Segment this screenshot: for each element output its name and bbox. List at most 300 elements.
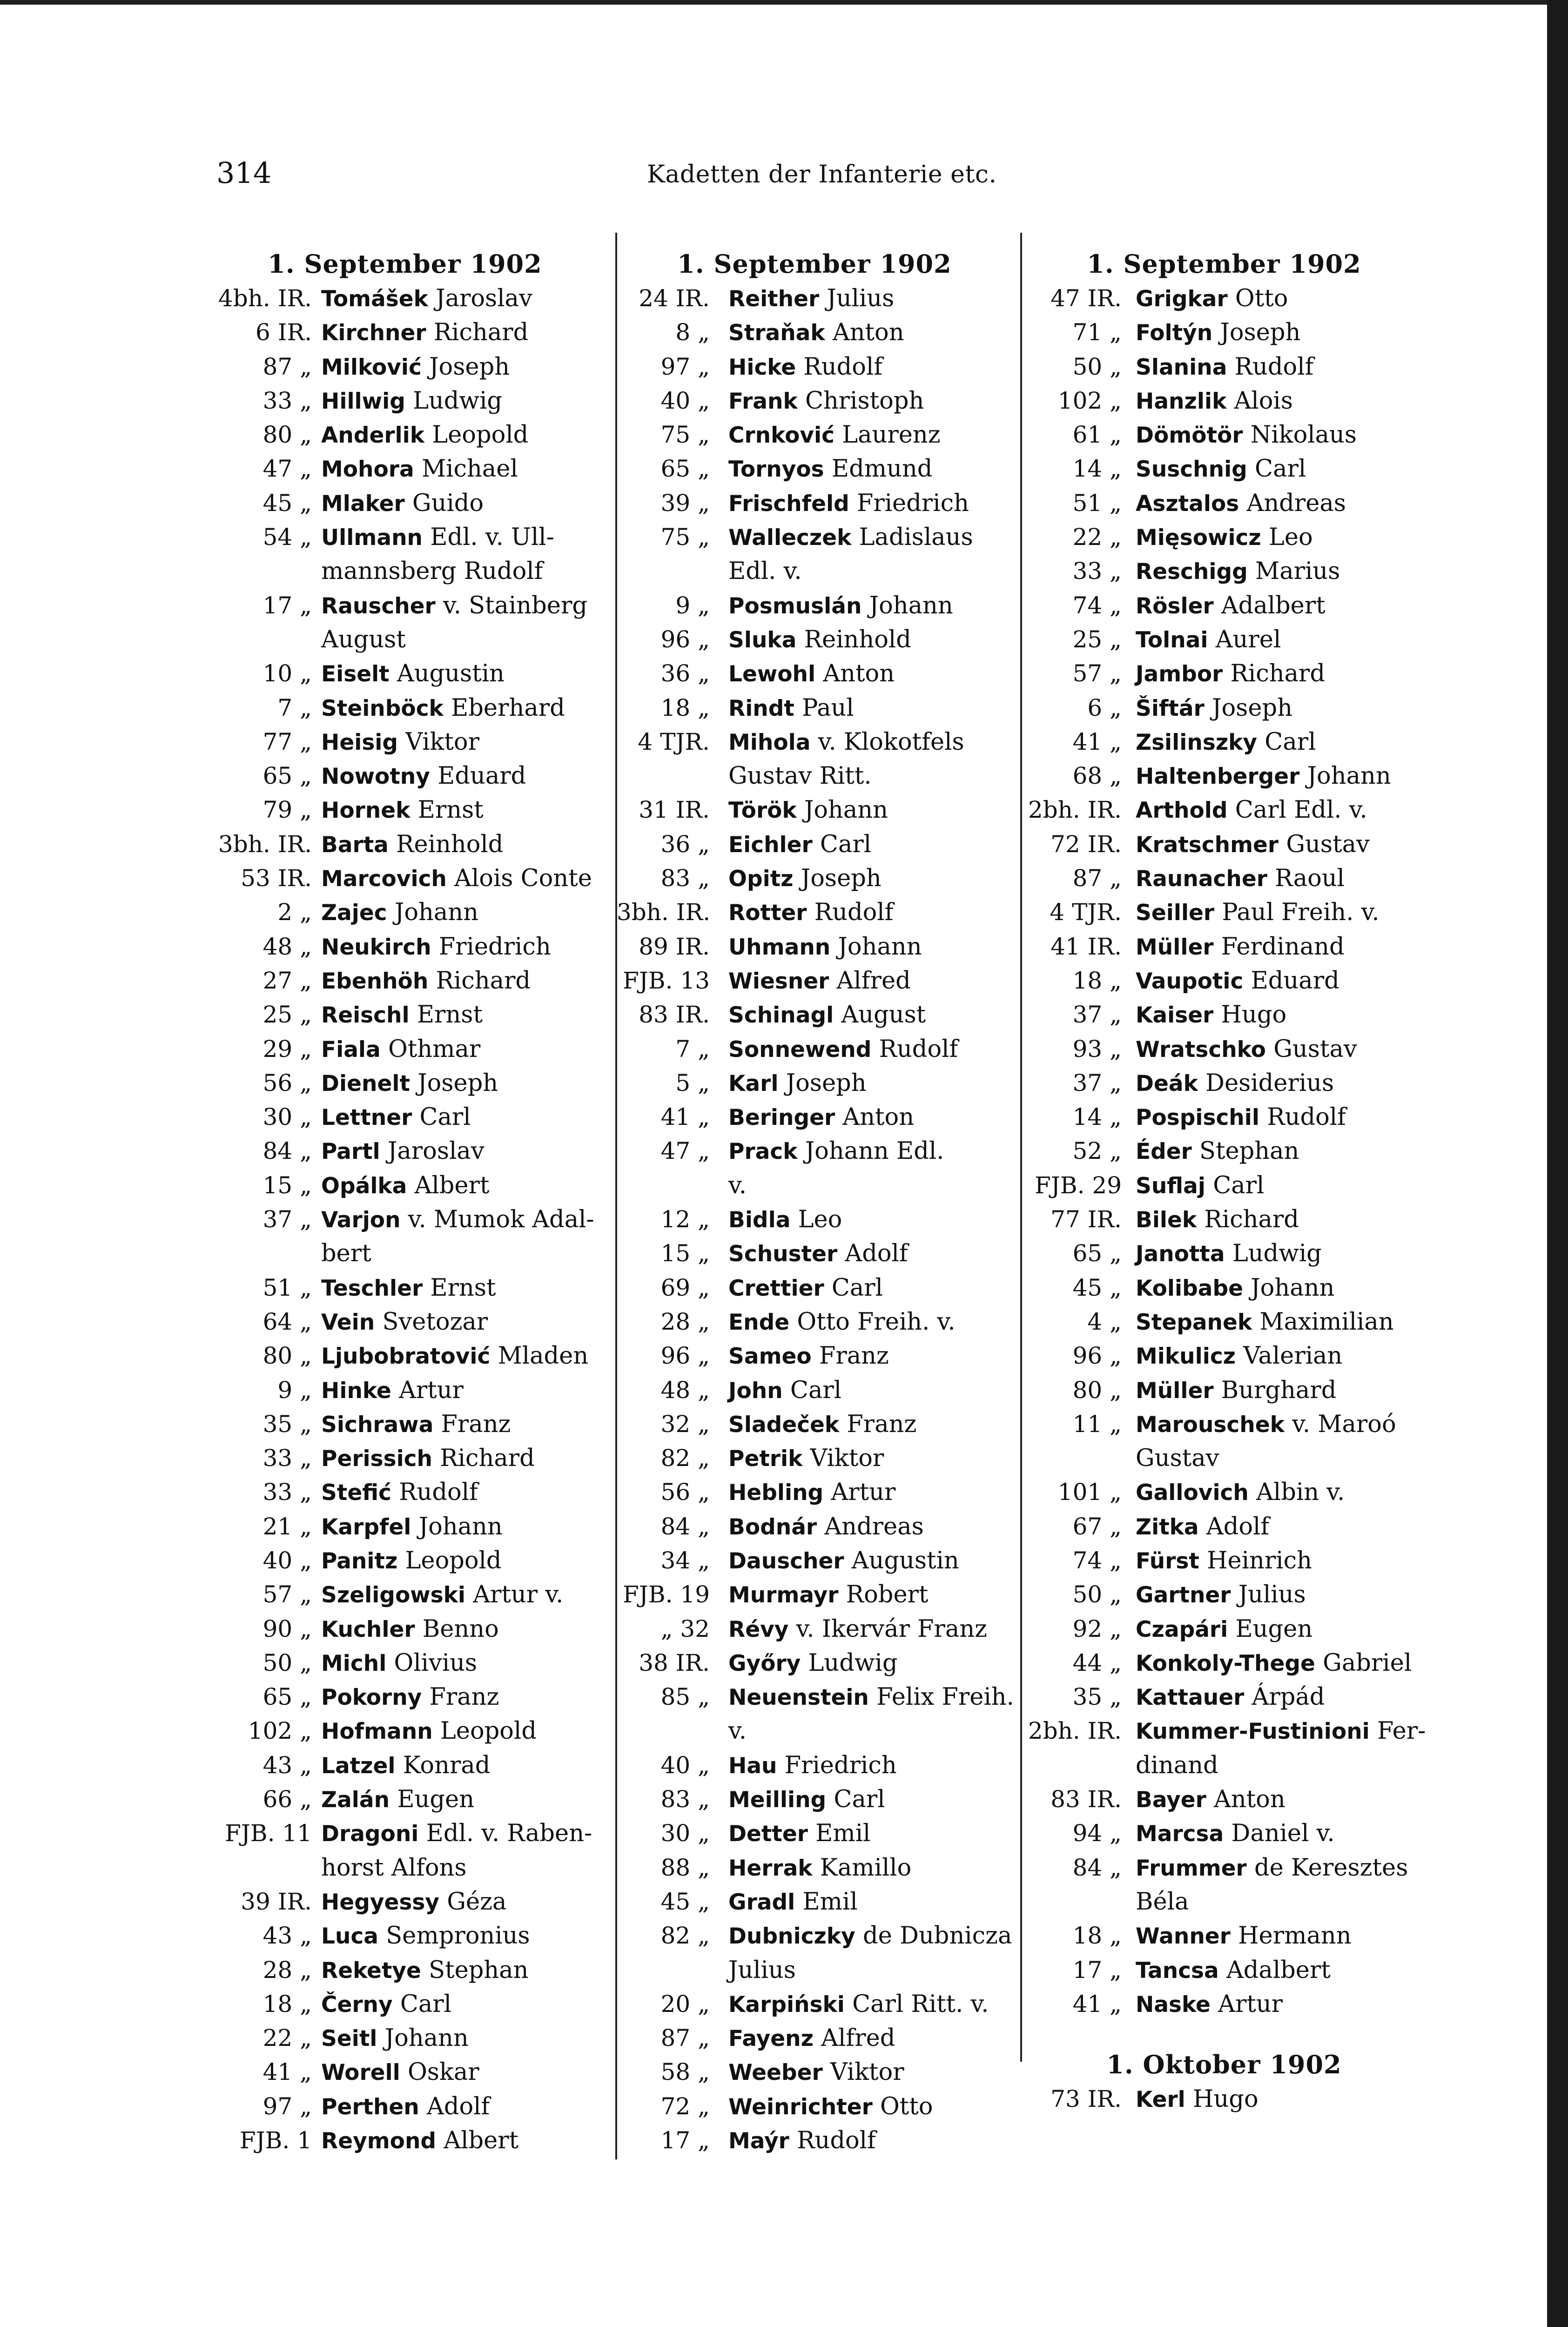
entry-name <box>321 418 528 452</box>
entry-name <box>321 1578 563 1612</box>
scan-edge-top <box>0 0 1568 5</box>
entry-name <box>1136 725 1316 760</box>
entry-name <box>728 827 871 862</box>
entry-unit: 41 IR. <box>1050 933 1122 960</box>
entry-given-name: Friedrich <box>784 1751 897 1779</box>
entry-name <box>728 1919 1012 1953</box>
entry-name <box>1136 1271 1334 1305</box>
entry-name <box>1136 1373 1336 1408</box>
list-item <box>1024 1578 1424 1612</box>
entry-surname: Naske <box>1136 1991 1211 2018</box>
list-item <box>1024 1646 1424 1680</box>
entry-surname: Mikulicz <box>1136 1344 1236 1370</box>
entry-name <box>728 1134 944 1169</box>
entry-surname: Hinke <box>321 1378 391 1404</box>
entry-unit: 101 „ <box>1057 1479 1122 1506</box>
entry-name <box>728 418 941 452</box>
entry-surname: Jambor <box>1136 661 1223 687</box>
entry-name <box>321 282 532 316</box>
entry-name <box>321 2021 469 2056</box>
entry-given-name: Franz <box>847 1410 917 1438</box>
entry-surname: Zsilinszky <box>1136 729 1258 755</box>
entry-name <box>728 1612 987 1647</box>
entry-name <box>1136 384 1293 418</box>
list-item <box>1024 1816 1424 1850</box>
list-item <box>205 1032 605 1066</box>
entry-given-name: Otto <box>1235 285 1288 312</box>
list-item <box>205 1305 605 1339</box>
entry-unit: 6 „ <box>1087 694 1122 721</box>
entry-name <box>728 384 924 418</box>
entry-unit: 88 „ <box>660 1854 710 1881</box>
entry-given-name: Alfred <box>821 2024 895 2052</box>
entry-unit: 9 „ <box>277 1376 312 1404</box>
entry-surname: Kratschmer <box>1136 832 1279 858</box>
entry-unit: FJB. 19 <box>623 1581 710 1608</box>
entry-given-name: Leo <box>1269 524 1313 551</box>
entry-continuation: Julius <box>728 1956 796 1984</box>
list-item <box>617 1578 1012 1612</box>
list-item <box>205 1475 605 1509</box>
entry-unit: 75 „ <box>660 524 710 551</box>
list-item <box>1024 930 1424 964</box>
entry-name <box>321 1134 485 1169</box>
list-item <box>617 1544 1012 1578</box>
list-item <box>1024 827 1424 861</box>
entry-name <box>321 452 518 486</box>
entry-name <box>321 827 503 862</box>
entry-given-name: Andreas <box>824 1513 924 1540</box>
entry-name <box>321 930 551 964</box>
entry-name <box>321 793 484 827</box>
entry-name <box>321 589 587 623</box>
entry-surname: Meilling <box>728 1787 827 1813</box>
entry-name <box>1136 623 1281 657</box>
entry-name <box>728 2124 876 2158</box>
entry-surname: Gallovich <box>1136 1480 1249 1506</box>
entry-name <box>321 1953 529 1988</box>
entry-unit: 50 „ <box>1072 353 1122 380</box>
entry-name <box>1136 1782 1285 1817</box>
entry-unit: 66 „ <box>262 1786 312 1813</box>
entry-given-name: Gustav <box>1286 830 1370 858</box>
entry-surname: Révy <box>728 1616 789 1642</box>
entry-surname: Suflaj <box>1136 1173 1205 1199</box>
entry-name <box>321 1169 489 1203</box>
entry-surname: Dragoni <box>321 1821 419 1847</box>
entry-unit: 33 „ <box>1072 558 1122 585</box>
entry-unit: 6 IR. <box>256 319 312 346</box>
entry-given-name: Joseph <box>1212 694 1292 722</box>
entry-given-name: Jaroslav <box>436 285 532 312</box>
entry-surname: Seitl <box>321 2026 377 2052</box>
entry-given-name: Joseph <box>1220 319 1301 347</box>
list-item <box>617 1919 1012 1953</box>
list-item <box>617 1816 1012 1850</box>
entry-unit: 83 IR. <box>639 1001 710 1029</box>
entry-name <box>728 1510 924 1544</box>
entry-name <box>728 1441 884 1476</box>
entry-given-name: Paul Freih. v. <box>1222 899 1380 927</box>
entry-surname: Rösler <box>1136 593 1214 619</box>
entry-unit: 22 „ <box>1072 524 1122 551</box>
entry-name <box>728 282 894 316</box>
entry-surname: John <box>728 1378 783 1404</box>
entry-unit: 18 „ <box>1072 967 1122 994</box>
entry-surname: Reschigg <box>1136 559 1248 585</box>
column-header: 1. September 1902 <box>677 249 952 279</box>
list-item <box>617 418 1012 452</box>
entry-unit: 71 „ <box>1072 319 1122 346</box>
entry-unit: 83 „ <box>660 865 710 892</box>
entry-name <box>728 1749 897 1783</box>
entry-name <box>321 1816 592 1851</box>
entry-unit: 29 „ <box>262 1035 312 1063</box>
list-item <box>617 486 1012 520</box>
entry-surname: Teschler <box>321 1275 423 1301</box>
entry-unit: 31 IR. <box>639 796 710 824</box>
entry-name <box>728 316 904 350</box>
entry-name <box>728 452 932 486</box>
entry-given-name: August <box>841 1001 926 1029</box>
entry-name <box>321 1749 490 1783</box>
entry-continuation: horst Alfons <box>321 1854 467 1882</box>
entry-surname: Sluka <box>728 627 797 653</box>
list-item <box>1024 520 1424 554</box>
entry-unit: 17 „ <box>262 592 312 619</box>
entry-name <box>321 1032 480 1067</box>
entry-name <box>1136 520 1313 555</box>
list-item <box>205 964 605 998</box>
entry-unit: 79 „ <box>262 796 312 824</box>
list-item <box>205 418 605 452</box>
entry-unit: 67 „ <box>1072 1513 1122 1540</box>
entry-surname: Sameo <box>728 1344 812 1370</box>
list-item <box>617 1339 1012 1373</box>
entry-surname: Ljubobratović <box>321 1344 491 1370</box>
entry-unit: 96 „ <box>660 625 710 653</box>
entry-given-name: Franz <box>429 1683 499 1711</box>
list-item <box>205 1237 605 1271</box>
list-item <box>205 1953 605 1987</box>
entry-name <box>728 1271 883 1305</box>
entry-name <box>321 1100 471 1135</box>
entry-given-name: Carl <box>790 1376 842 1404</box>
entry-surname: Kummer-Fustinioni <box>1136 1719 1370 1745</box>
entry-surname: Hofmann <box>321 1719 433 1745</box>
column-header: 1. September 1902 <box>1087 249 1361 279</box>
entry-surname: Lewohl <box>728 661 816 687</box>
list-item <box>205 316 605 350</box>
entry-unit: 24 IR. <box>639 285 710 312</box>
entry-surname: Worell <box>321 2060 400 2086</box>
entry-given-name: Guido <box>412 489 484 517</box>
entry-unit: 84 „ <box>262 1137 312 1165</box>
entry-given-name: Viktor <box>810 1445 884 1473</box>
entry-given-name: Johann <box>384 2024 469 2052</box>
entry-given-name: Stephan <box>1199 1137 1299 1165</box>
entry-given-name: Edl. v. Raben- <box>426 1820 592 1848</box>
entry-surname: Steinböck <box>321 695 444 721</box>
list-item <box>617 520 1012 554</box>
list-item <box>1024 350 1424 384</box>
entry-given-name: Anton <box>1214 1786 1285 1814</box>
entry-surname: Suschnig <box>1136 457 1247 483</box>
entry-given-name: Carl <box>400 1990 451 2018</box>
entry-unit: 40 „ <box>660 1751 710 1779</box>
entry-given-name: Robert <box>846 1581 929 1609</box>
entry-unit: 58 „ <box>660 2058 710 2086</box>
entry-name <box>321 2124 518 2158</box>
entry-given-name: Michael <box>421 455 518 483</box>
entry-name <box>321 1305 488 1339</box>
entry-name <box>728 657 895 691</box>
entry-surname: Ebenhöh <box>321 968 429 994</box>
entry-given-name: Jaroslav <box>387 1137 485 1165</box>
entry-unit: 87 „ <box>262 353 312 380</box>
entry-given-name: Carl Ritt. v. <box>852 1990 989 2018</box>
entry-surname: Dauscher <box>728 1548 844 1574</box>
entry-surname: Petrik <box>728 1446 803 1472</box>
entry-given-name: Friedrich <box>438 933 551 961</box>
column-3 <box>1024 247 1424 2116</box>
entry-unit: 65 „ <box>262 762 312 790</box>
entry-given-name: Joseph <box>417 1069 498 1097</box>
entry-name <box>728 486 969 521</box>
list-item <box>205 282 605 316</box>
entry-unit: „ 32 <box>660 1615 710 1642</box>
entry-name <box>728 1851 911 1885</box>
list-item <box>205 725 605 759</box>
list-item <box>617 998 1012 1032</box>
entry-continuation: Gustav Ritt. <box>728 762 872 790</box>
entry-name <box>1136 1816 1335 1851</box>
list-item <box>205 2124 605 2158</box>
list-item <box>1024 1987 1424 2021</box>
entry-unit: 40 „ <box>262 1547 312 1574</box>
entry-given-name: Otto <box>880 2092 933 2120</box>
list-item <box>205 1271 605 1305</box>
list-item <box>1024 486 1424 520</box>
entry-given-name: Julius <box>1238 1581 1306 1609</box>
entry-surname: Gradl <box>728 1889 795 1915</box>
list-item <box>617 793 1012 827</box>
entry-surname: Kolibabe <box>1136 1275 1243 1301</box>
entry-given-name: Olivius <box>394 1649 478 1677</box>
entry-given-name: Adalbert <box>1226 1956 1331 1984</box>
entry-given-name: Leopold <box>440 1717 537 1745</box>
entry-name <box>321 1919 530 1953</box>
list-item <box>205 1544 605 1578</box>
entry-surname: Deák <box>1136 1070 1198 1096</box>
entry-surname: Tornyos <box>728 457 824 483</box>
entry-unit: 48 „ <box>660 1376 710 1404</box>
entry-surname: Pospischil <box>1136 1105 1259 1131</box>
list-item <box>205 691 605 725</box>
entry-given-name: Artur <box>399 1376 464 1404</box>
entry-unit: 39 IR. <box>241 1888 312 1915</box>
entry-surname: Wanner <box>1136 1923 1231 1950</box>
entry-given-name: Johann <box>418 1513 503 1540</box>
entry-unit: 90 „ <box>262 1615 312 1642</box>
entry-unit: 37 „ <box>1072 1069 1122 1096</box>
list-item <box>1024 1953 1424 1987</box>
list-item <box>617 452 1012 486</box>
list-item <box>1024 1714 1424 1748</box>
entry-unit: 45 „ <box>660 1888 710 1915</box>
entry-unit: 36 „ <box>660 830 710 858</box>
list-item <box>1024 1032 1424 1066</box>
entry-unit: 80 „ <box>1072 1376 1122 1404</box>
entry-given-name: Svetozar <box>382 1308 488 1336</box>
entry-name <box>728 2021 895 2056</box>
entry-name <box>321 316 528 350</box>
entry-surname: Arthold <box>1136 798 1228 824</box>
entry-given-name: Johann Edl. <box>805 1137 944 1165</box>
list-item <box>1024 1373 1424 1407</box>
entry-given-name: Paul <box>802 694 854 722</box>
list-item <box>205 589 605 623</box>
list-item <box>205 1134 605 1168</box>
entry-name <box>1136 1032 1357 1067</box>
entry-surname: Milković <box>321 354 422 380</box>
entry-given-name: Richard <box>436 967 531 995</box>
list-item <box>1024 1851 1424 1885</box>
entry-surname: Luca <box>321 1923 378 1950</box>
entry-name <box>1136 759 1391 794</box>
entry-unit: 2 „ <box>277 899 312 926</box>
entry-surname: Konkoly-Thege <box>1136 1650 1315 1676</box>
entry-unit: 7 „ <box>675 1035 710 1063</box>
entry-given-name: Ernst <box>417 1001 483 1029</box>
entry-unit: 73 IR. <box>1050 2085 1122 2113</box>
list-item <box>1024 1919 1424 1953</box>
entry-surname: Dubniczky <box>728 1923 855 1950</box>
entry-unit: 68 „ <box>1072 762 1122 790</box>
entry-surname: Frischfeld <box>728 491 849 517</box>
entry-unit: 96 „ <box>1072 1342 1122 1370</box>
entry-name <box>1136 1475 1345 1510</box>
entry-surname: Weinrichter <box>728 2094 873 2120</box>
entry-given-name: Johann <box>394 899 478 927</box>
entry-given-name: Árpád <box>1252 1683 1325 1711</box>
entry-unit: 102 „ <box>1057 387 1122 414</box>
entry-name <box>728 1544 959 1578</box>
entry-given-name: Ludwig <box>1232 1240 1322 1268</box>
page-number: 314 <box>216 156 272 190</box>
entry-surname: Bidla <box>728 1207 791 1233</box>
list-item <box>1024 1203 1424 1237</box>
entry-given-name: Joseph <box>801 865 882 893</box>
entry-surname: Wratschko <box>1136 1036 1266 1063</box>
entry-unit: 30 „ <box>660 1820 710 1847</box>
entry-name <box>1136 350 1313 384</box>
entry-given-name: Ernst <box>417 796 484 824</box>
entry-given-name: Albert <box>414 1171 490 1199</box>
list-item <box>1024 316 1424 350</box>
list-item <box>1024 623 1424 657</box>
entry-given-name: Kamillo <box>820 1854 912 1882</box>
list-item <box>205 1987 605 2021</box>
entry-unit: 84 „ <box>1072 1854 1122 1881</box>
entry-name <box>321 486 484 521</box>
entry-surname: Sichrawa <box>321 1412 434 1438</box>
entry-surname: Rauscher <box>321 593 436 619</box>
entry-name <box>728 520 973 555</box>
entry-unit: 36 „ <box>660 660 710 687</box>
list-item <box>617 1271 1012 1305</box>
list-item <box>617 1749 1012 1782</box>
entry-name <box>728 1032 958 1067</box>
list-item <box>617 1066 1012 1100</box>
entry-surname: Müller <box>1136 934 1214 960</box>
entry-unit: 2bh. IR. <box>1028 1717 1122 1745</box>
list-item <box>205 554 605 588</box>
entry-unit: 87 „ <box>660 2024 710 2052</box>
entry-unit: 21 „ <box>262 1513 312 1540</box>
list-item <box>205 2090 605 2124</box>
entry-given-name: Augustin <box>851 1547 959 1574</box>
entry-name <box>728 1100 914 1135</box>
entry-surname: Neuenstein <box>728 1685 869 1711</box>
entry-name <box>321 1782 474 1817</box>
list-item <box>617 759 1012 793</box>
list-item <box>617 1510 1012 1544</box>
entry-unit: 41 „ <box>262 2058 312 2086</box>
list-item <box>1024 1749 1424 1782</box>
entry-unit: 93 „ <box>1072 1035 1122 1063</box>
entry-given-name: Valerian <box>1243 1342 1343 1370</box>
entry-unit: 83 „ <box>660 1786 710 1813</box>
list-item <box>617 1612 1012 1646</box>
list-item <box>205 827 605 861</box>
entry-surname: Murmayr <box>728 1582 839 1608</box>
list-item <box>1024 691 1424 725</box>
entry-unit: 3bh. IR. <box>218 830 312 858</box>
list-item <box>617 1987 1012 2021</box>
entry-surname: Mięsowicz <box>1136 525 1261 551</box>
entry-surname: Opálka <box>321 1173 407 1199</box>
entry-name <box>728 930 922 964</box>
list-item <box>617 1100 1012 1134</box>
list-item <box>1024 793 1424 827</box>
entry-given-name: Carl <box>831 1274 883 1302</box>
entry-given-name: Otto Freih. v. <box>797 1308 956 1336</box>
list-item <box>1024 1475 1424 1509</box>
entry-given-name: Johann <box>1307 762 1391 790</box>
list-item <box>1024 1339 1424 1373</box>
entry-surname: Tolnai <box>1136 627 1208 653</box>
entry-name <box>728 895 894 930</box>
entry-surname: Bayer <box>1136 1787 1206 1813</box>
entry-unit: 35 „ <box>1072 1683 1122 1711</box>
list-item <box>205 1851 605 1885</box>
entry-given-name: Rudolf <box>1234 353 1314 381</box>
list-item <box>1024 998 1424 1032</box>
entry-name <box>1136 1203 1299 1237</box>
entry-unit: 3bh. IR. <box>617 899 711 926</box>
entry-given-name: Fer- <box>1377 1717 1426 1745</box>
entry-unit: 77 „ <box>262 728 312 755</box>
entry-surname: Rindt <box>728 695 794 721</box>
entry-given-name: Raoul <box>1275 865 1345 893</box>
entry-name <box>1136 1851 1408 1885</box>
entry-name <box>1136 930 1345 964</box>
entry-surname: Opitz <box>728 866 794 892</box>
entry-name <box>321 657 505 691</box>
list-item <box>1024 861 1424 895</box>
list-item <box>205 1373 605 1407</box>
